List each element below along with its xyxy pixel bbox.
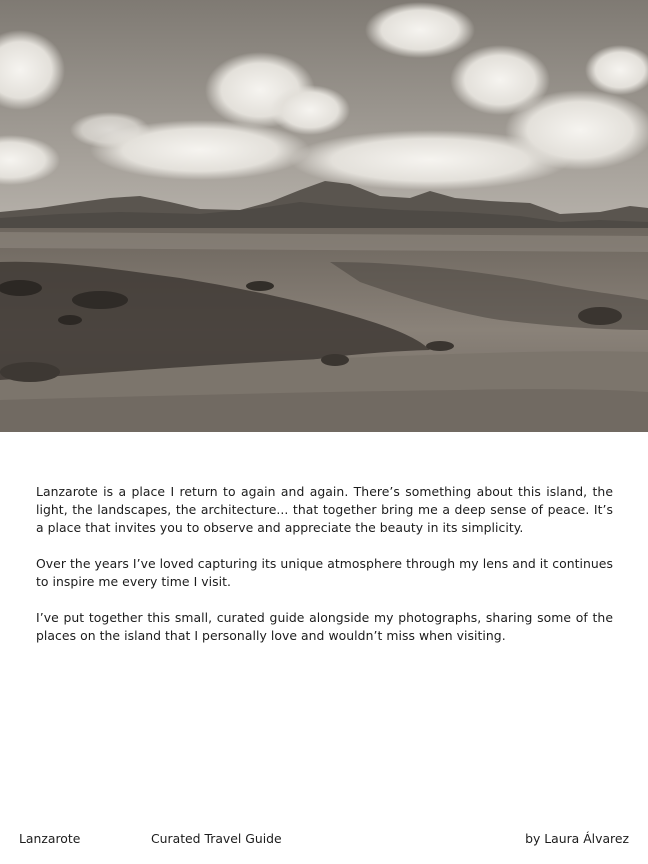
footer-author: by Laura Álvarez xyxy=(525,831,629,846)
page-footer xyxy=(0,829,648,849)
intro-paragraph: Lanzarote is a place I return to again and again. There’s something about this island, the light, the landscapes, the architecture... that together bring me a deep sense of peace. It’s a place that invites you to observe and appreciate the beauty in its simplicity. xyxy=(36,484,613,535)
intro-paragraph: I’ve put together this small, curated guide alongside my photographs, sharing some of the places on the island that I personally love and wouldn’t miss when visiting. xyxy=(36,610,613,643)
footer-location: Lanzarote xyxy=(19,831,81,846)
footer-guide-title: Curated Travel Guide xyxy=(151,831,282,846)
intro-paragraph: Over the years I’ve loved capturing its unique atmosphere through my lens and it continues to inspire me every time I visit. xyxy=(36,556,613,589)
intro-text xyxy=(36,483,613,663)
